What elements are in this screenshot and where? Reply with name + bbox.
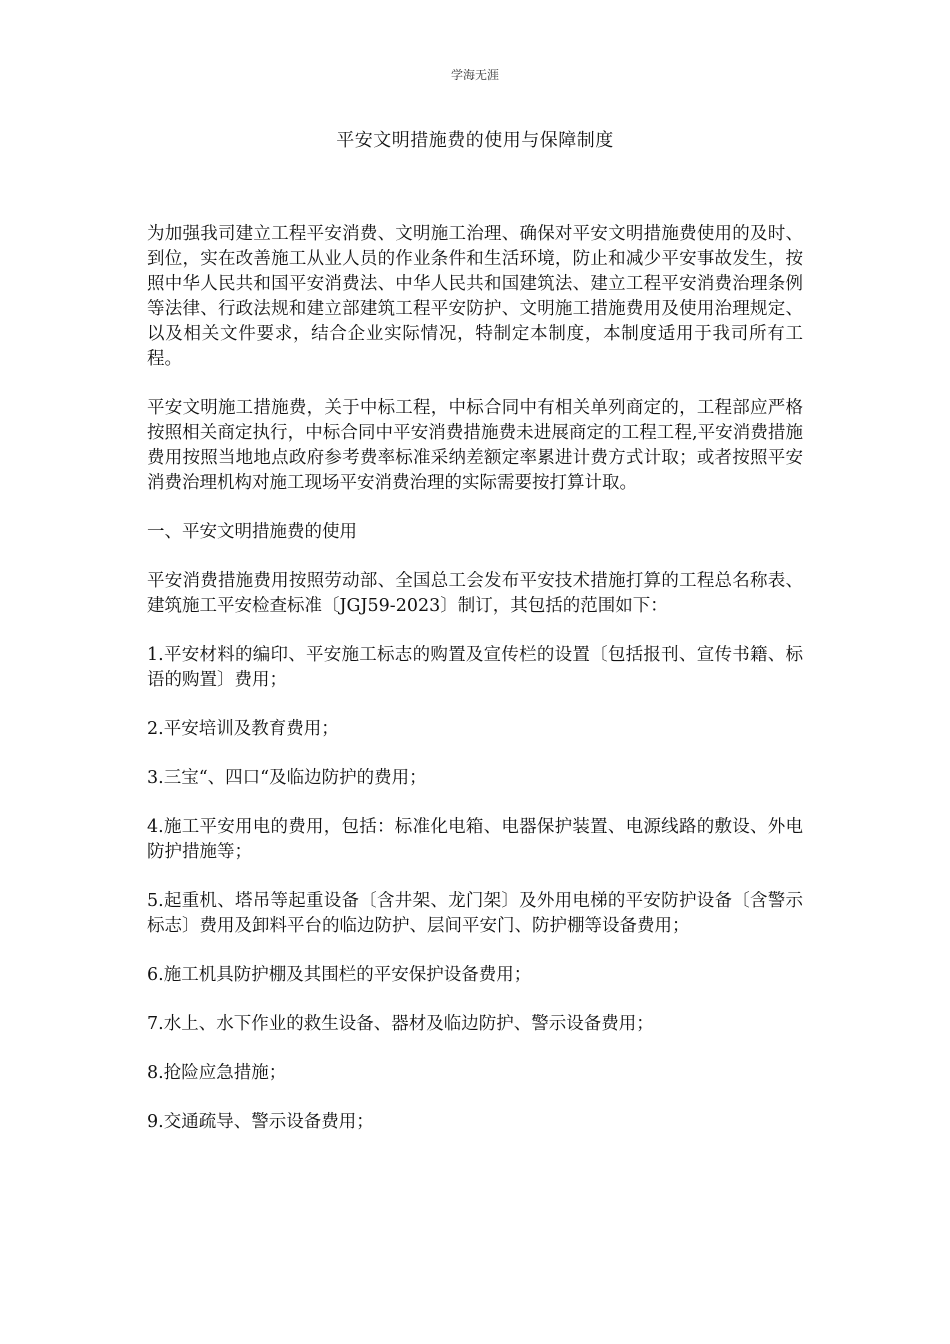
intro-paragraph: 为加强我司建立工程平安消费、文明施工治理、确保对平安文明措施费使用的及时、到位，实在改善施工从业人员的作业条件和生活环境，防止和减少平安事故发生，按照中华人民共和国平安消费法、中华人民共和国建筑法、建立工程平安消费治理条例等法律、行政法规和建立部建筑工程平安防护、文明施工措施费用及使用治理规定、以及相关文件要求，结合企业实际情况，特制定本制度，本制度适用于我司所有工程。 (147, 224, 803, 369)
list-item: 5.起重机、塔吊等起重设备〔含井架、龙门架〕及外用电梯的平安防护设备〔含警示标志〕费用及卸料平台的临边防护、层间平安门、防护棚等设备费用； (147, 891, 803, 936)
list-item: 3.三宝“、四口“及临边防护的费用； (147, 768, 427, 788)
list-item: 7.水上、水下作业的救生设备、器材及临边防护、警示设备费用； (147, 1014, 654, 1034)
list-item: 1.平安材料的编印、平安施工标志的购置及宣传栏的设置〔包括报刊、宣传书籍、标语的购置〕费用； (147, 645, 803, 690)
document-title: 平安文明措施费的使用与保障制度 (336, 130, 614, 151)
section-heading: 一、平安文明措施费的使用 (147, 522, 357, 542)
fee-scope-paragraph: 平安文明施工措施费，关于中标工程，中标合同中有相关单列商定的，工程部应严格按照相关商定执行，中标合同中平安消费措施费未进展商定的工程工程,平安消费措施费用按照当地地点政府参考费率标准采纳差额定率累进计费方式计取；或者按照平安消费治理机构对施工现场平安消费治理的实际需要按打算计取。 (147, 398, 803, 493)
header-note: 学海无涯 (450, 68, 499, 82)
document-body (147, 222, 803, 1159)
list-item: 8.抢险应急措施； (147, 1063, 287, 1083)
list-item: 2.平安培训及教育费用； (147, 719, 339, 739)
list-item: 4.施工平安用电的费用，包括：标准化电箱、电器保护装置、电源线路的敷设、外电防护措施等； (147, 817, 803, 862)
list-item: 6.施工机具防护棚及其围栏的平安保护设备费用； (147, 965, 532, 985)
usage-scope-paragraph: 平安消费措施费用按照劳动部、全国总工会发布平安技术措施打算的工程总名称表、建筑施工平安检查标准〔JGJ59-2023〕制订，其包括的范围如下： (147, 571, 803, 616)
list-item: 9.交通疏导、警示设备费用； (147, 1112, 374, 1132)
